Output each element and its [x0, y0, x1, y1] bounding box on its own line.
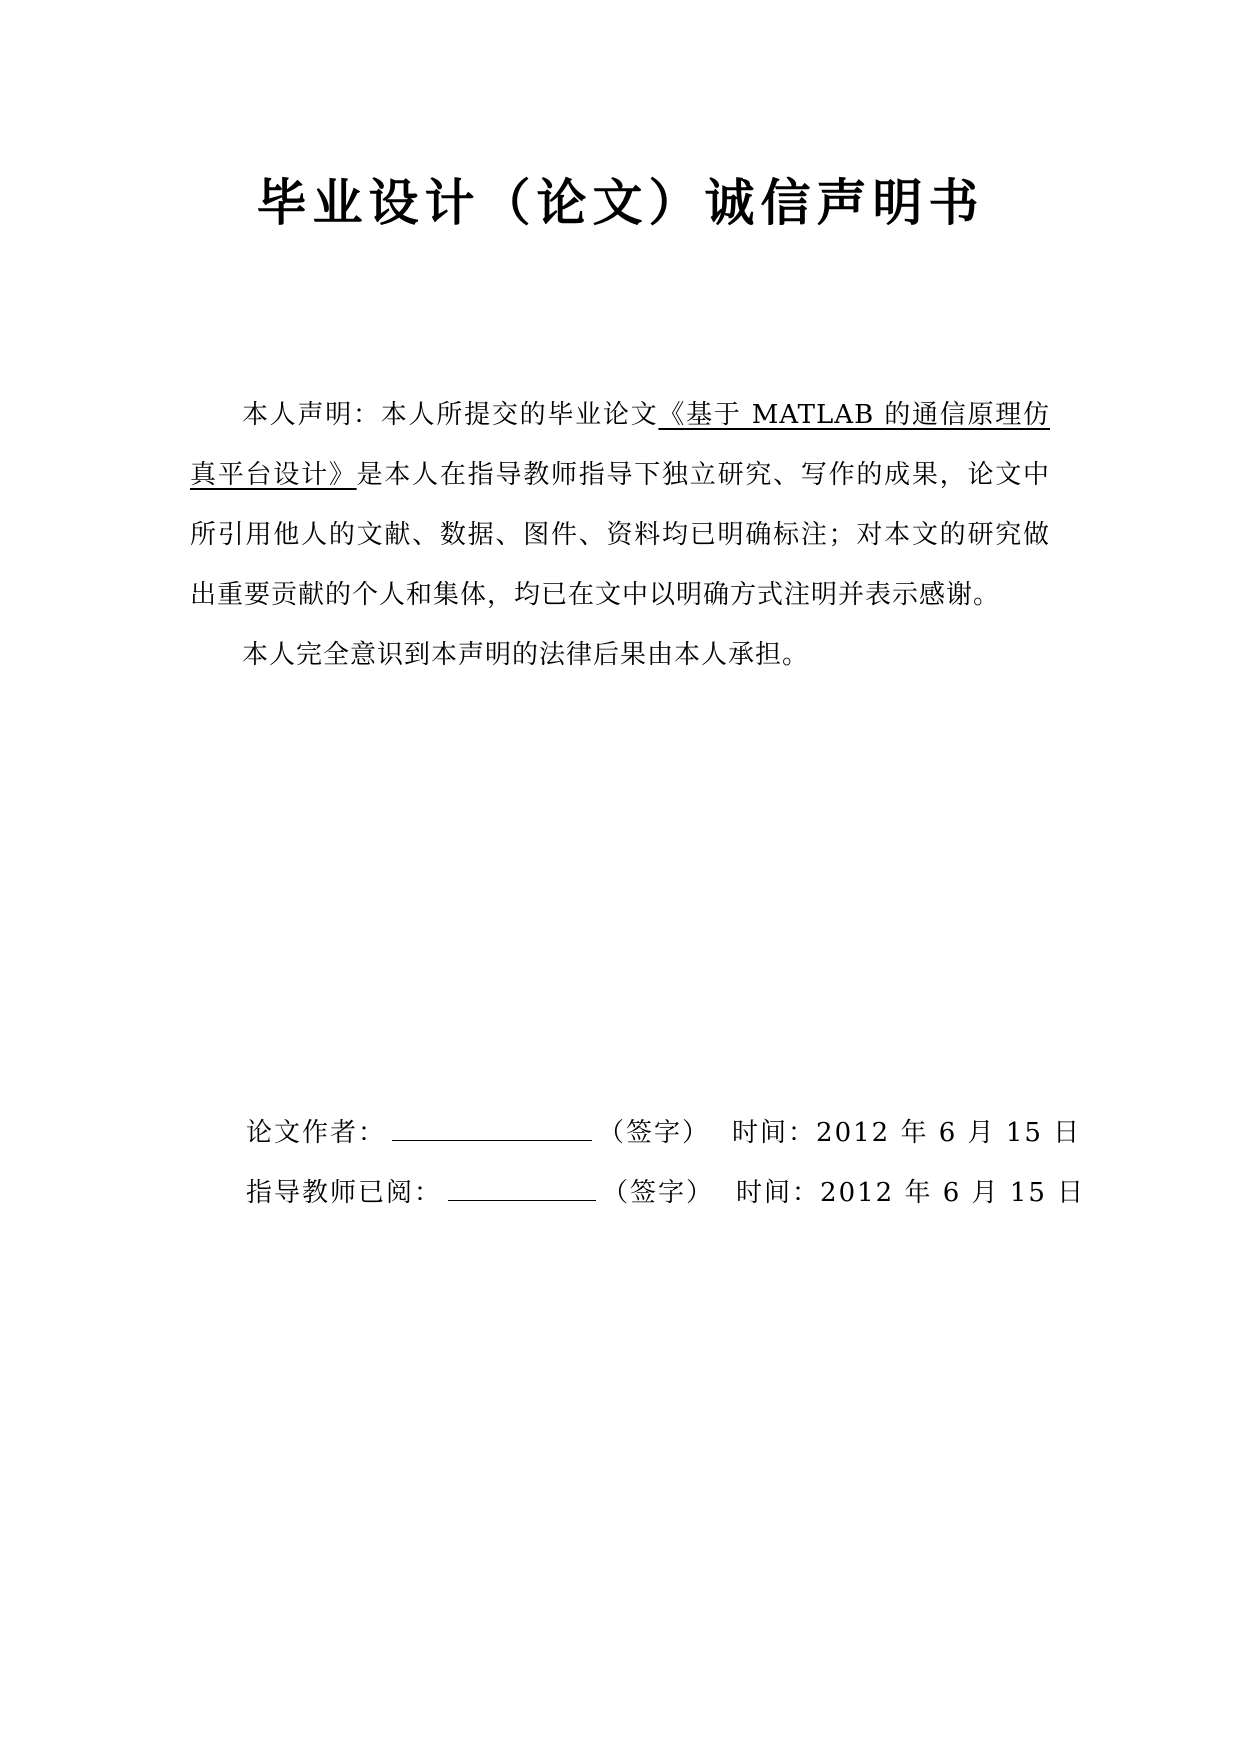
author-date: 2012 年 6 月 15 日: [816, 1118, 1082, 1148]
liability-statement: 本人完全意识到本声明的法律后果由本人承担。: [242, 640, 810, 670]
declaration-suffix: 是本人在指导教师指导下独立研究、写作的成果，论文中所引用他人的文献、数据、图件、资料均已明确标注；对本文的研究做出重要贡献的个人和集体，均已在文中以明确方式注明并表示感谢。: [190, 460, 1050, 610]
declaration-paragraph: [190, 385, 1050, 625]
advisor-date: 2012 年 6 月 15 日: [820, 1178, 1086, 1208]
advisor-label: 指导教师已阅：: [246, 1178, 443, 1208]
advisor-sign-note: （签字）: [602, 1178, 715, 1208]
declaration-paragraph: [190, 625, 1050, 685]
declaration-prefix: 本人声明：本人所提交的毕业论文: [242, 400, 659, 430]
thesis-title: 《基于 MATLAB 的通信原理仿真平台设计》: [190, 400, 1050, 490]
declaration-body: [190, 385, 1050, 685]
author-signature-field[interactable]: [392, 1110, 592, 1141]
author-signature-row: [246, 1110, 1081, 1153]
page-title: 毕业设计（论文）诚信声明书: [256, 174, 985, 232]
advisor-signature-row: [246, 1170, 1085, 1213]
advisor-time-label: 时间：: [736, 1178, 821, 1208]
author-time-label: 时间：: [732, 1118, 817, 1148]
advisor-signature-field[interactable]: [448, 1170, 596, 1201]
author-sign-note: （签字）: [598, 1118, 711, 1148]
author-label: 论文作者：: [246, 1118, 387, 1148]
